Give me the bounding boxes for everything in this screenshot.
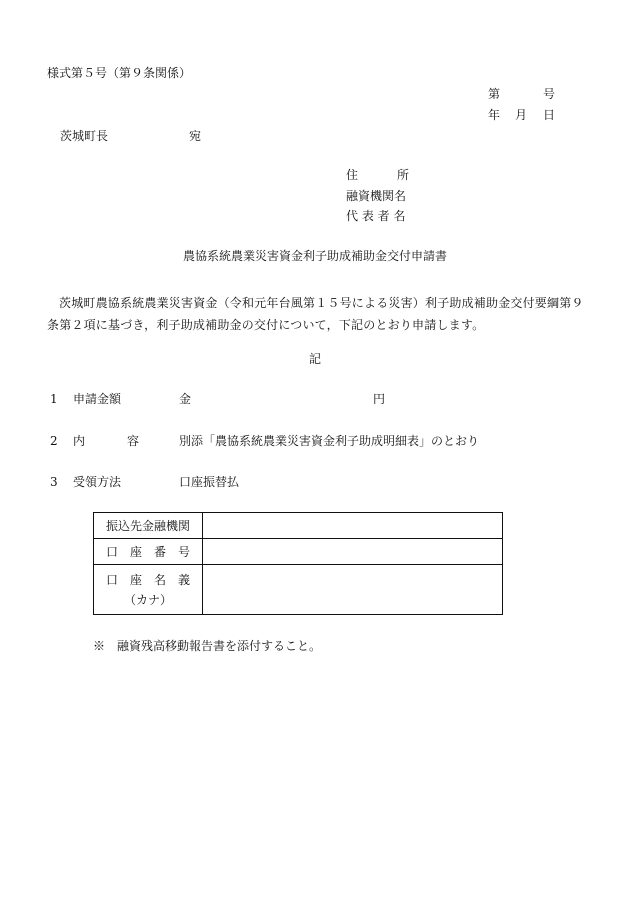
attachment-note: ※ 融資残高移動報告書を添付すること。 bbox=[93, 639, 322, 653]
item-1-label: 申請金額 bbox=[73, 392, 122, 406]
institution-label: 融資機関名 bbox=[346, 189, 407, 203]
date-day: 日 bbox=[543, 108, 556, 122]
account-name-label-cell bbox=[94, 565, 203, 615]
account-number-field[interactable] bbox=[203, 539, 503, 565]
number-suffix: 号 bbox=[543, 87, 556, 101]
address-label-1: 住 bbox=[346, 168, 359, 182]
item-1-value: 金 bbox=[179, 392, 192, 406]
bank-row bbox=[94, 513, 503, 539]
item-3-number: 3 bbox=[50, 475, 58, 489]
account-number-row bbox=[94, 539, 503, 565]
document-title: 農協系統農業災害資金利子助成補助金交付申請書 bbox=[182, 249, 447, 263]
item-1-number: 1 bbox=[50, 392, 58, 406]
account-name-row bbox=[94, 565, 503, 615]
kana-label: （カナ） bbox=[123, 592, 172, 607]
account-number-label: 口 座 番 号 bbox=[94, 539, 203, 565]
item-2-value: 別添「農協系統農業災害資金利子助成明細表」のとおり bbox=[179, 434, 480, 448]
date-month: 月 bbox=[515, 108, 528, 122]
representative-label: 代 表 者 名 bbox=[346, 209, 406, 223]
addressee: 茨城町長 bbox=[60, 129, 109, 143]
form-number: 様式第５号（第９条関係） bbox=[47, 66, 192, 80]
item-1-unit: 円 bbox=[373, 392, 386, 406]
item-2-number: 2 bbox=[50, 434, 58, 448]
account-name-field[interactable] bbox=[203, 565, 503, 615]
item-3-label: 受領方法 bbox=[73, 475, 122, 489]
account-table bbox=[93, 512, 503, 615]
number-prefix: 第 bbox=[488, 87, 501, 101]
account-name-label: 口 座 名 義 bbox=[105, 572, 190, 587]
bank-label: 振込先金融機関 bbox=[94, 513, 203, 539]
addressee-suffix: 宛 bbox=[189, 129, 202, 143]
date-year: 年 bbox=[488, 108, 501, 122]
ki-heading: 記 bbox=[308, 352, 321, 366]
item-3-value: 口座振替払 bbox=[179, 475, 240, 489]
item-2-label-b: 容 bbox=[127, 434, 140, 448]
bank-field[interactable] bbox=[203, 513, 503, 539]
item-2-label-a: 内 bbox=[73, 434, 86, 448]
body-paragraph: 茨城町農協系統農業災害資金（令和元年台風第１５号による災害）利子助成補助金交付要綱第９条第２項に基づき，利子助成補助金の交付について，下記のとおり申請します。 bbox=[47, 296, 584, 332]
address-label-2: 所 bbox=[397, 168, 410, 182]
